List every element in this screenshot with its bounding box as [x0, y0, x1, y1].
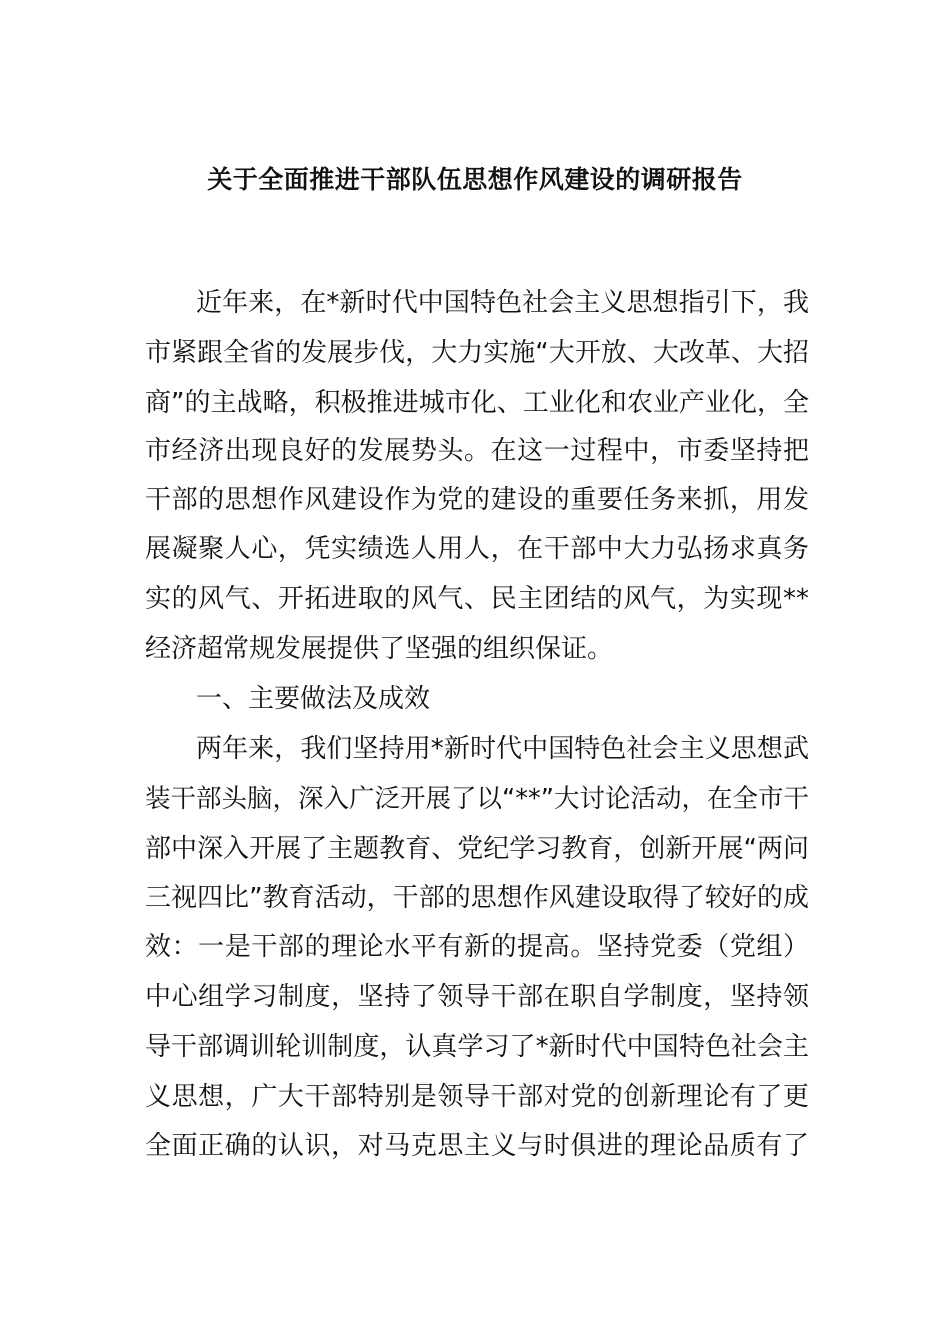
paragraph-1-line-4: 市经济出现良好的发展势头。在这一过程中，市委坚持把	[145, 436, 809, 466]
paragraph-2-line-4: 三视四比”教育活动，干部的思想作风建设取得了较好的成	[145, 883, 809, 913]
paragraph-2-line-5: 效：一是干部的理论水平有新的提高。坚持党委（党组）	[145, 932, 809, 962]
paragraph-1-line-1: 近年来，在*新时代中国特色社会主义思想指引下，我	[196, 288, 809, 318]
paragraph-2-line-9: 全面正确的认识，对马克思主义与时俱进的理论品质有了	[145, 1131, 809, 1161]
paragraph-2-line-6: 中心组学习制度，坚持了领导干部在职自学制度，坚持领	[145, 982, 809, 1012]
paragraph-1-line-6: 展凝聚人心，凭实绩选人用人，在干部中大力弘扬求真务	[145, 534, 809, 564]
paragraph-1-line-2: 市紧跟全省的发展步伐，大力实施“大开放、大改革、大招	[145, 338, 809, 368]
paragraph-2-line-8: 义思想，广大干部特别是领导干部对党的创新理论有了更	[145, 1082, 809, 1112]
paragraph-1-line-8: 经济超常规发展提供了坚强的组织保证。	[145, 634, 614, 664]
paragraph-2-line-2: 装干部头脑，深入广泛开展了以“**”大讨论活动，在全市干	[145, 784, 809, 814]
paragraph-2-line-7: 导干部调训轮训制度，认真学习了*新时代中国特色社会主	[145, 1032, 809, 1062]
document-title: 关于全面推进干部队伍思想作风建设的调研报告	[207, 165, 743, 194]
paragraph-1-line-5: 干部的思想作风建设作为党的建设的重要任务来抓，用发	[145, 485, 809, 515]
section-heading: 一、主要做法及成效	[196, 684, 431, 714]
paragraph-1-line-3: 商”的主战略，积极推进城市化、工业化和农业产业化，全	[145, 388, 809, 418]
paragraph-2-line-1: 两年来，我们坚持用*新时代中国特色社会主义思想武	[196, 734, 809, 764]
paragraph-2-line-3: 部中深入开展了主题教育、党纪学习教育，创新开展“两问	[145, 834, 809, 864]
paragraph-1-line-7: 实的风气、开拓进取的风气、民主团结的风气，为实现**	[145, 584, 809, 614]
